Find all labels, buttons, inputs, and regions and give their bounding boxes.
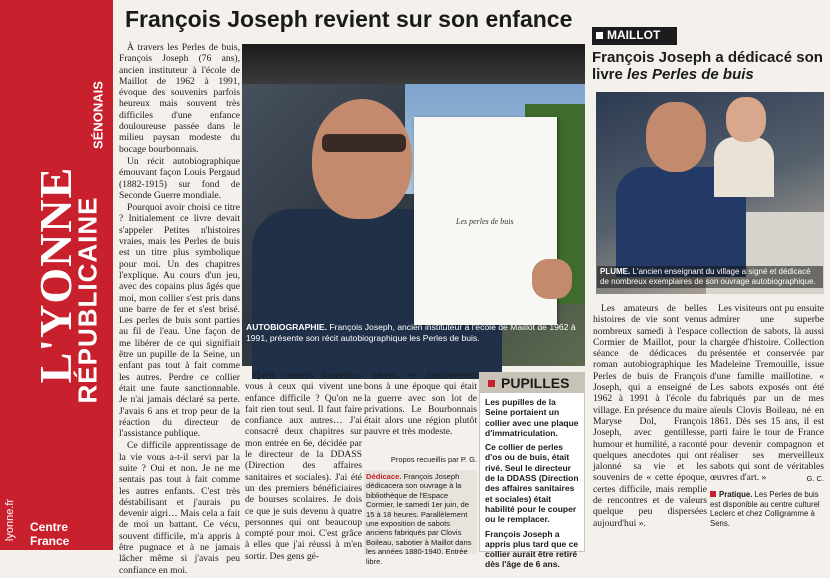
masthead-name-line2: RÉPUBLICAINE xyxy=(72,196,103,404)
photo-head xyxy=(312,99,412,219)
right-signature: G. C. xyxy=(806,474,824,483)
photo-caption xyxy=(246,322,582,343)
pupilles-paragraph: Ce collier de perles d'os ou de buis, était rivé. Seul le directeur de la DDASS (Direction des affaires sanitaires et sociales) était habilité pour le couper ou le remplacer. xyxy=(485,442,579,525)
caption-label: PLUME. xyxy=(600,267,631,276)
dedicace-box xyxy=(364,470,477,566)
pupilles-heading-text: PUPILLES xyxy=(501,375,570,391)
photo-glasses xyxy=(322,134,406,152)
caption-text: L'ancien enseignant du village a signé et dédicacé de nombreux exemplaires de son ouvrage autobiographique. xyxy=(600,267,816,286)
dedicace-text: François Joseph dédicacera son ouvrage à la bibliothèque de l'Espace Cormier, le samedi 1er juin, de 15 à 18 heures. Parallèlement une exposition de sabots anciens fabriqués par Clovis Boileau, sabotier à Maillot dans les années 1880-1940. Entrée libre. xyxy=(366,472,472,566)
site-url[interactable]: lyonne.fr xyxy=(4,498,16,542)
publisher-logo: Centre France xyxy=(30,520,70,548)
qa-paragraph-2: Ce difficile apprentissage de la vie vous a-t-il servi par la suite ? Oui et non. Je ne me sentais pas tout à fait comme les autres enfants. C'est très déstabilisant et j'aurais pu devenir aigri… Mais cela a fait de moi un battant. Ce vécu, souvent difficile, m'a appris à être pugnace et à ne jamais lâcher même si j'avais peu confiance en moi. xyxy=(119,440,240,576)
right-paragraph: Les amateurs de belles histoires de vie sont venus nombreux samedi à l'espace Cormier de Maillot, pour la séance de dédicaces du roman autobiographique les Perles de buis de François Joseph, qui a enseigné de 1962 à 1991 à l'école du village. En présence du maire Maryse Dol, François Joseph, avec gentillesse, humour et humilité, a raconté quelques anecdotes qui ont jalonné sa vie et les souvenirs de « cette époque, certes difficile, mais remplie de rencontres et de valeurs quelque peu dispersées aujourd'hui ». xyxy=(593,303,707,529)
section-tag: MAILLOT xyxy=(592,27,677,45)
right-column-1 xyxy=(593,303,707,529)
signing-photo-caption xyxy=(597,266,823,288)
photo-woman-head xyxy=(726,97,766,142)
main-photo xyxy=(242,44,585,366)
photo-roof xyxy=(242,44,585,84)
pratique-text: Les Perles de buis est disponible au centre culturel Leclerc et chez Colligramme à Sens. xyxy=(710,490,820,528)
photo-hand xyxy=(532,259,572,299)
article-column-2 xyxy=(245,370,362,562)
right-title-italic: les Perles de buis xyxy=(627,65,754,83)
dedicace-label: Dédicace. xyxy=(366,472,402,481)
pupilles-paragraph: Les pupilles de la Seine portaient un collier avec une plaque d'immatriculation. xyxy=(485,397,579,438)
qa-paragraph-1: Pourquoi avoir choisi ce titre ? Initialement ce livre devait s'appeler Petites n'histoires vraies, mais les Perles de buis est un titre plus symbolique pour moi. Un des chapitres l'explique. Au cours d'un jeu, avec des copains plus âgés que moi, mon collier s'est pris dans une barre de fer et s'est brisé. Les perles de buis sont parties au fil de l'eau. Une façon de me libérer de ce qui signifiait être un pupille de la Seine, un enfant pas tout à fait comme les autres. Perdre ce collier était une faute sanctionnable. Je n'ai jamais déclaré sa perte. J'avais 6 ans et trop peur de la réaction du directeur de l'assistance publique. xyxy=(119,202,240,440)
article-signature: Propos recueillis par P. G. xyxy=(390,455,477,464)
photo-woman-body xyxy=(714,137,774,197)
newspaper-masthead xyxy=(0,0,113,550)
intro-paragraph-2: Un récit autobiographique émouvant façon Louis Pergaud (1882-1915) sur fond de Seconde Guerre mondiale. xyxy=(119,155,240,201)
edition-label: SÉNONAIS xyxy=(90,81,106,149)
pupilles-body xyxy=(480,393,584,578)
pratique-box xyxy=(710,490,824,528)
signing-photo xyxy=(596,92,824,294)
qa-paragraph-3: Quels conseils donneriez-vous à ceux qui vivent une enfance difficile ? Qu'on ne fait rien tout seul. Il faut faire confiance aux autres… J'ai consacré deux chapitres sur mon entrée en 6e, décidée par le directeur de la DDASS (Direction des affaires sanitaires et sociales). J'ai été un des premiers bénéficiaires de bourses scolaires. Je dois ce que je suis devenu à quatre personnes qui ont beaucoup compté pour moi. C'est grâce à elles que j'ai réussi à m'en sortir. Des gens gé- xyxy=(245,370,362,562)
masthead-name: L'YONNE xyxy=(30,166,81,384)
caption-text: François Joseph, ancien instituteur à l'école de Maillot de 1962 à 1991, présente son récit autobiographique les Perles de buis. xyxy=(246,322,576,343)
bullet-icon xyxy=(710,491,716,497)
pupilles-sidebar xyxy=(479,372,585,570)
right-column-2 xyxy=(710,303,824,484)
pupilles-heading xyxy=(480,373,584,393)
pratique-label: Pratique. xyxy=(719,490,753,499)
pupilles-paragraph: François Joseph a appris plus tard que ce collier aurait être retiré dès l'âge de 6 ans. xyxy=(485,528,579,570)
intro-paragraph: À travers les Perles de buis, François Joseph (76 ans), ancien instituteur à l'école de Maillot de 1962 à 1991, évoque des souvenirs parfois heureux mais souvent très difficiles d'une enfance douloureuse passée dans le milieu paysan modeste du bocage bourbonnais. xyxy=(119,42,240,155)
right-title-text: François Joseph a dédicacé son livre xyxy=(592,49,823,83)
book-title: Les perles de buis xyxy=(456,217,514,226)
article-column-1 xyxy=(119,42,240,576)
caption-label: AUTOBIOGRAPHIE. xyxy=(246,322,328,332)
article-title: François Joseph revient sur son enfance xyxy=(125,6,573,32)
right-paragraph: Les visiteurs ont pu ensuite admirer une superbe collection de sabots, là aussi chargée d'histoire. Collection présentée et conservée par Madeleine Tremouille, issue d'une famille maillotine. « Les sabots exposés ont été fabriqués par un de mes aïeuls Clovis Boileau, né en 1861. Dès ses 15 ans, il est parti faire le tour de France pour devenir compagnon et réaliser ses merveilleux sabots qui sont de véritables œuvres d'art. » xyxy=(710,303,824,484)
photo-author-head xyxy=(646,102,706,172)
right-article-title xyxy=(592,50,824,83)
closing-paragraph: néreux et foncièrement bons à une époque qui était la guerre avec son lot de privations. Le Bourbonnais était alors une région plutôt pauvre et très modeste. xyxy=(364,370,477,438)
